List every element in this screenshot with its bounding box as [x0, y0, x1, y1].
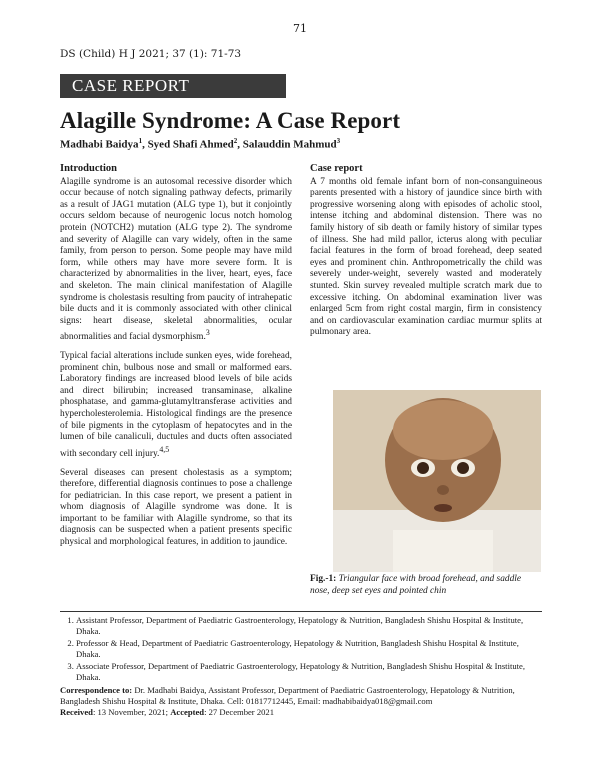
accepted-label: Accepted: [170, 707, 205, 717]
received-date: 13 November, 2021;: [97, 707, 169, 717]
figure-label: Fig.-1:: [310, 574, 337, 584]
case-report-heading: Case report: [310, 163, 363, 174]
introduction-column: [60, 163, 292, 556]
author-affiliation: 2: [233, 137, 238, 145]
article-title: Alagille Syndrome: A Case Report: [60, 108, 401, 133]
case-report-column: [310, 163, 542, 346]
introduction-paragraph: Alagille syndrome is an autosomal recessive disorder which occur because of notch signaling pathway defects, primarily as a result of JAG1 mutation (ALG type 1), but it conjointly occurs seldom because of neurogenic locus notch homolog protein (NOTCH2) mutation (ALG type 2). The syndrome and severity of Alagille can vary widely, often in the same family, from person to person. Some people may have mild form, while others may have more severe form. It is characterized by abnormalities in the liver, heart, eyes, face and skeleton. The main clinical manifestation of Alagille syndrome is cholestasis resulting from paucity of intrahepatic bile ducts and it is commonly associated with other clinical signs: heart disease, skeletal abnormalities, ocular abnormalities and facial dysmorphism.$^3$: [60, 176, 292, 343]
footnote-item: 3. Associate Professor, Department of Paediatric Gastroenterology, Hepatology & Nutrition, Bangladesh Shishu Hospital & Institute, Dhaka.: [76, 661, 542, 683]
correspondence-label: Correspondence to:: [60, 685, 133, 695]
accepted-date: 27 December 2021: [208, 707, 275, 717]
author-list: Madhabi Baidya$^1$, Syed Shafi Ahmed$^2$, Salauddin Mahmud$^3$: [60, 137, 341, 151]
section-banner: [60, 74, 286, 98]
patient-photo-illustration: [333, 390, 541, 572]
patient-photo: [333, 390, 541, 572]
author-affiliation: 3: [336, 137, 341, 145]
introduction-paragraph: Several diseases can present cholestasis as a symptom; therefore, differential diagnosis continues to pose a challenge for pediatrician. In this case report, we present a patient in whom diagnosis of Alagille syndrome was done. It is important to be familiar with Alagille syndrome, so that its diagnosis can be suspected when a patient presents specific physical and morphological features, in addition to jaundice.: [60, 467, 292, 548]
footnote-item: 1. Assistant Professor, Department of Paediatric Gastroenterology, Hepatology & Nutrition, Bangladesh Shishu Hospital & Institute, Dhaka.: [76, 615, 542, 637]
citation: 3: [205, 328, 210, 338]
article-dates: Received: 13 November, 2021; Accepted: 27 December 2021: [60, 707, 275, 717]
footnotes: [60, 615, 542, 718]
section-banner-label: CASE REPORT: [72, 76, 190, 95]
author-name: Syed Shafi Ahmed: [147, 138, 234, 151]
journal-reference: DS (Child) H J 2021; 37 (1): 71-73: [60, 48, 242, 60]
introduction-heading: Introduction: [60, 163, 117, 174]
author-affiliation: 1: [138, 137, 143, 145]
author-name: Madhabi Baidya: [60, 138, 139, 151]
citation: 4,5: [159, 444, 170, 454]
correspondence-text: Dr. Madhabi Baidya, Assistant Professor, Department of Paediatric Gastroenterology, Hepatology & Nutrition, Bangladesh Shishu Hospital & Institute, Dhaka. Cell: 01817712445, Email: madhabibaidya018@gmail.com: [60, 685, 515, 706]
footnote-divider: [60, 611, 542, 612]
figure-caption: [310, 574, 542, 597]
author-name: Salauddin Mahmud: [242, 138, 337, 151]
received-label: Received: [60, 707, 93, 717]
case-report-paragraph: A 7 months old female infant born of non-consanguineous parents presented with a history of jaundice since birth with progressive worsening along with episodes of acholic stool, intense itching and abdominal distension. There was no family history of sib death or family history of similar types of illness. She had mild pallor, icterus along with peculiar facial features in the form of broad forehead, deep seated eyes and prominent chin. Anthropometrically the child was severely under-weight, severely wasted and moderately stunted. Skin survey revealed multiple scratch mark due to excessive itching. On abdominal examination liver was enlarged 5cm from right costal margin, firm in consistency and on cardiovascular examination cardiac murmur splits at pulmonary area.: [310, 176, 542, 338]
correspondence: [60, 685, 542, 707]
figure-caption-text: Triangular face with broad forehead, and saddle nose, deep set eyes and pointed chin: [310, 574, 522, 596]
introduction-paragraph: Typical facial alterations include sunken eyes, wide forehead, prominent chin, bulbous nose and small or malformed ears. Laboratory findings are increased blood levels of bile acids and direct bilirubin; increased transaminase, alkaline phosphatase, and gamma-glutamyltransferase activities and hypercholesterolemia. Histological findings are the presence of bile pigments in the cytoplasm of hepatocytes and in the lumen of bile canaliculi, ductules and ducts often associated with secondary cell injury.$^{4,5}$: [60, 351, 292, 459]
page-number: 71: [293, 22, 307, 35]
footnote-item: 2. Professor & Head, Department of Paediatric Gastroenterology, Hepatology & Nutrition, Bangladesh Shishu Hospital & Institute, Dhaka.: [76, 638, 542, 660]
